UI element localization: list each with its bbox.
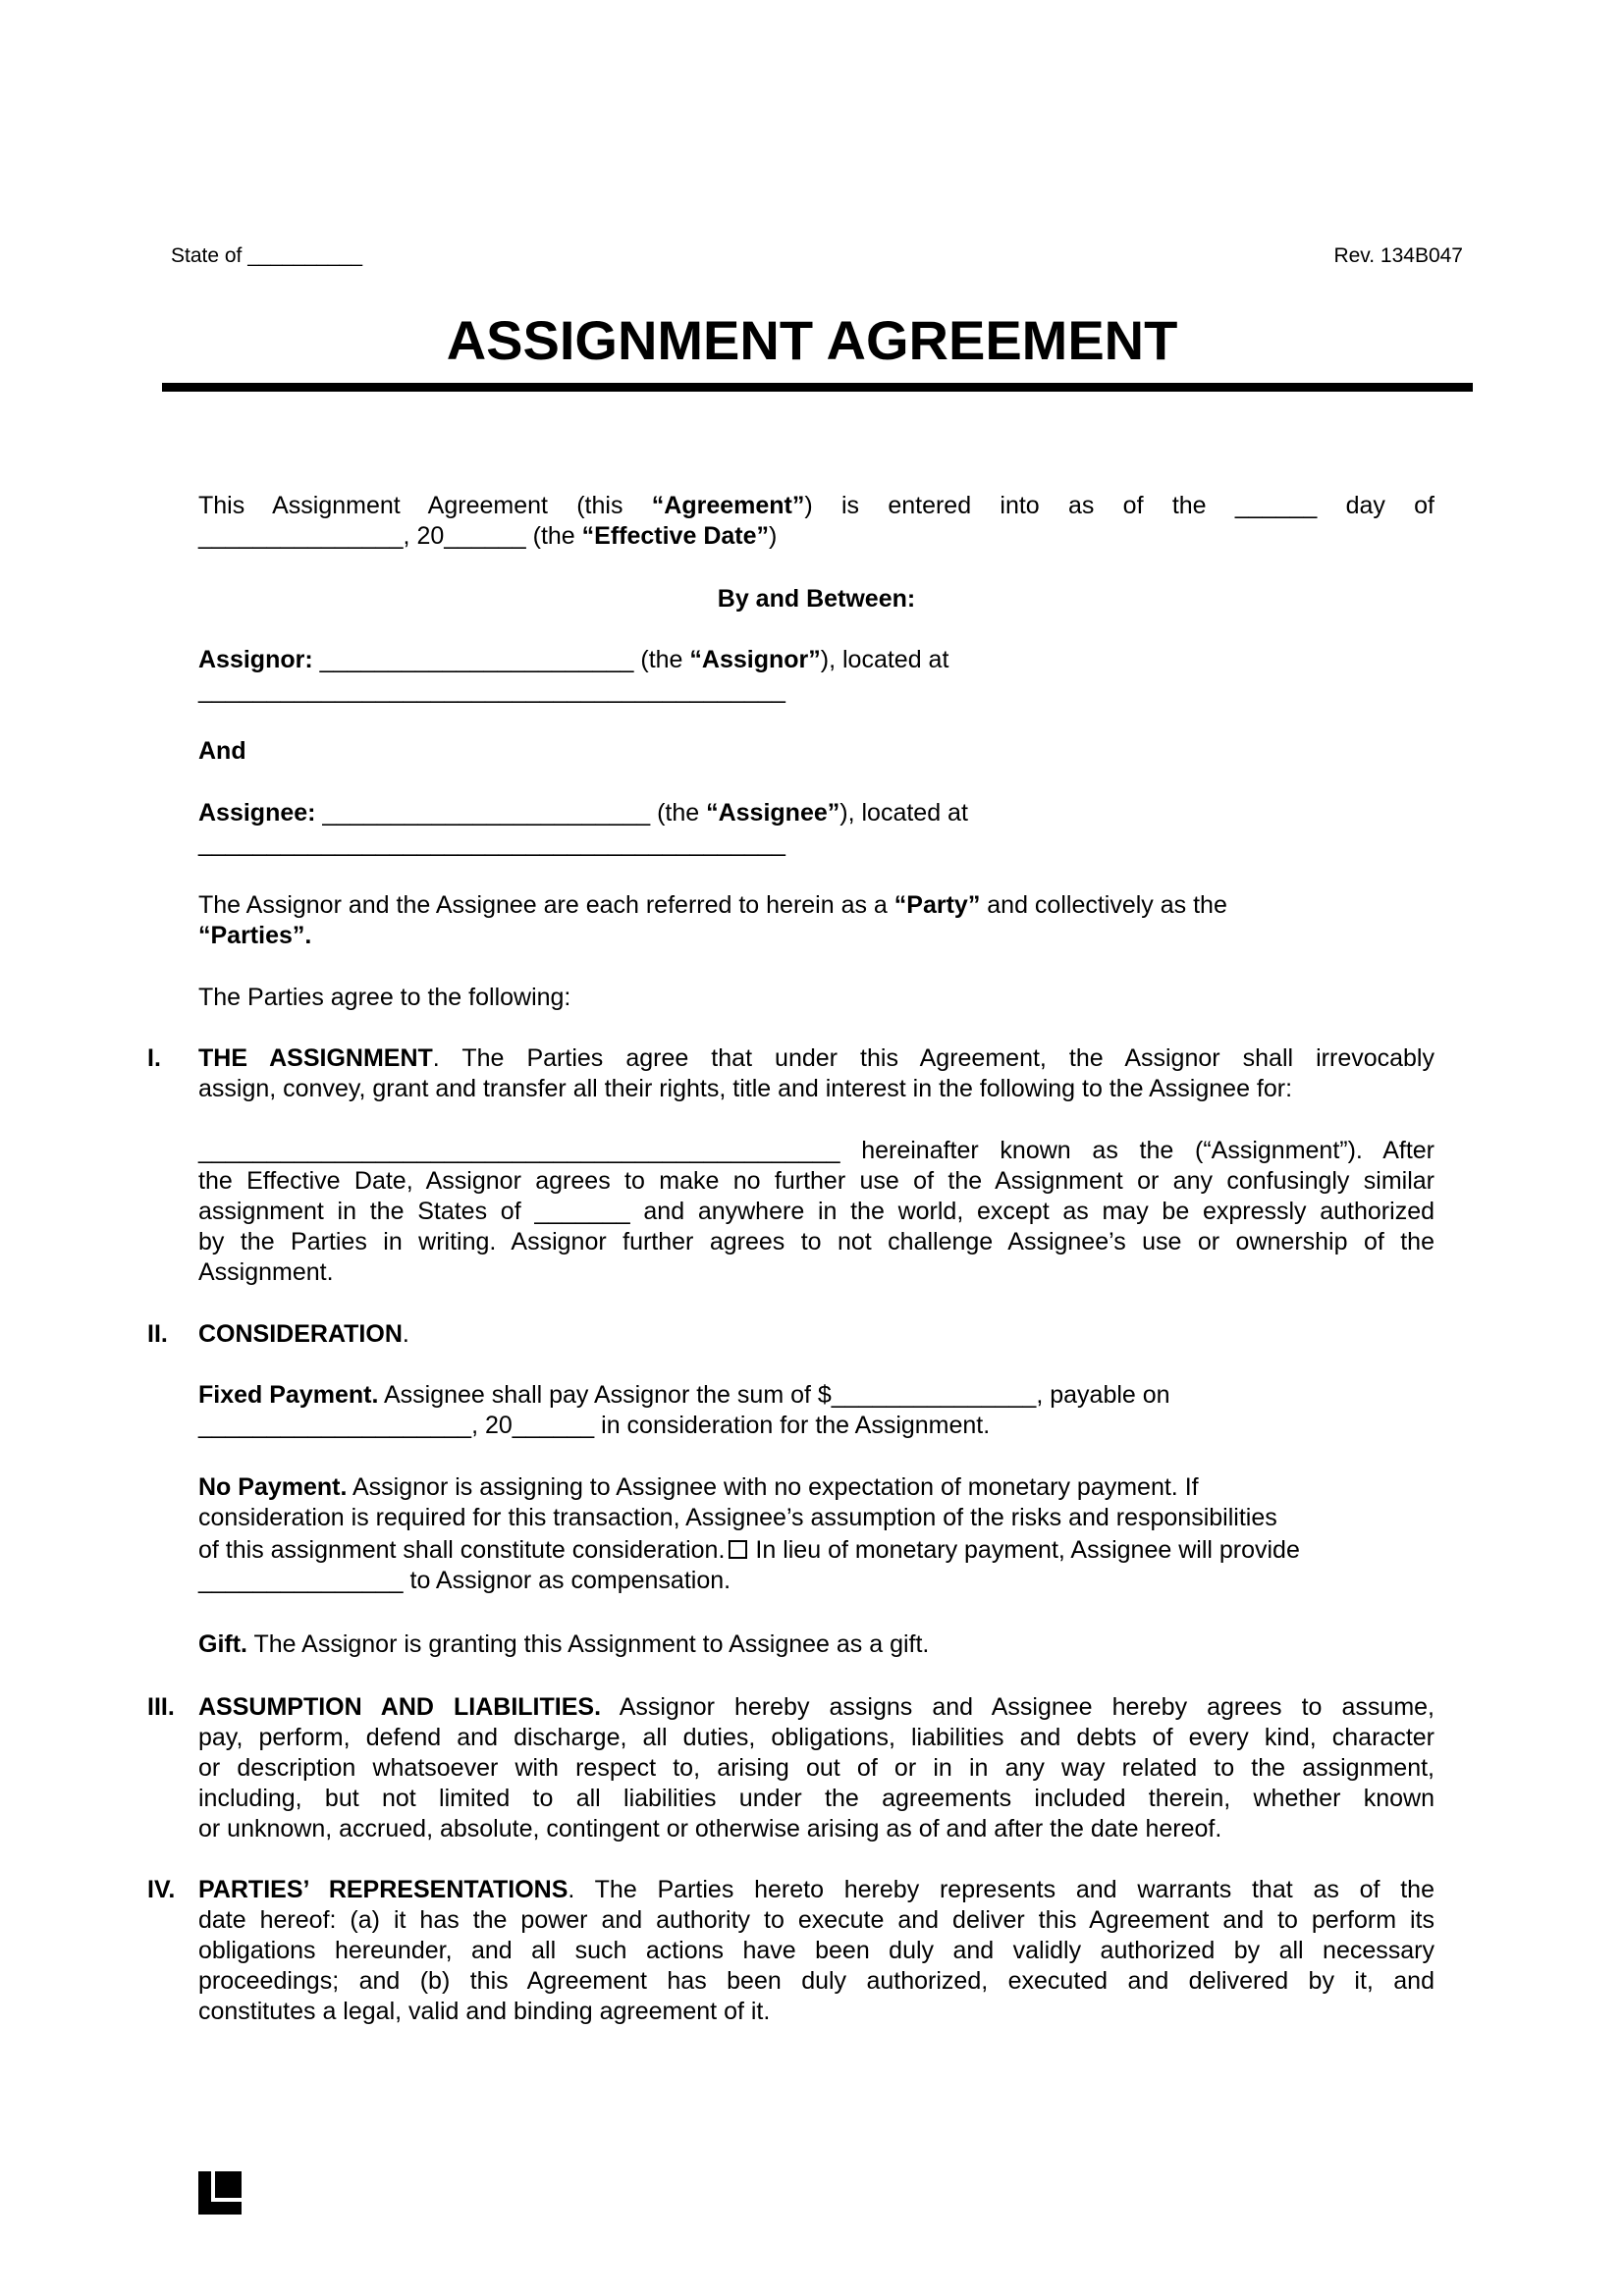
- no-payment-line: _______________ to Assignor as compensation.: [198, 1567, 731, 1594]
- section-1-line: Assignment.: [198, 1258, 334, 1286]
- revision-number: Rev. 134B047: [1333, 244, 1463, 267]
- section-3-paragraph: [198, 1692, 1435, 1844]
- section-3-line: or description whatsoever with respect to, arising out of or in in any way related to the assignment,: [198, 1754, 1435, 1782]
- state-of-field: State of __________: [171, 244, 363, 267]
- section-4-line: constitutes a legal, valid and binding agreement of it.: [198, 1998, 771, 2025]
- parties-line-1: The Assignor and the Assignee are each referred to herein as a “Party” and collectively as the: [198, 891, 1227, 919]
- section-3-line: including, but not limited to all liabilities under the agreements included therein, whether known: [198, 1785, 1435, 1812]
- section-4-line: proceedings; and (b) this Agreement has been duly authorized, executed and delivered by it, and: [198, 1967, 1435, 1995]
- section-1-line: by the Parties in writing. Assignor further agrees to not challenge Assignee’s use or ownership of the: [198, 1228, 1435, 1255]
- assignee-address-line: ___________________________________________: [198, 829, 785, 857]
- section-3-line: or unknown, accrued, absolute, contingent or otherwise arising as of and after the date hereof.: [198, 1815, 1222, 1842]
- no-payment-line: of this assignment shall constitute consideration. In lieu of monetary payment, Assignee will provide: [198, 1536, 1300, 1564]
- section-4-number: IV.: [147, 1876, 176, 1903]
- section-1-line: the Effective Date, Assignor agrees to make no further use of the Assignment or any confusingly similar: [198, 1167, 1435, 1195]
- section-3-number: III.: [147, 1693, 175, 1721]
- document-title: ASSIGNMENT AGREEMENT: [446, 309, 1178, 371]
- assignor-block: [198, 645, 1435, 706]
- assignor-line: Assignor: _______________________ (the “Assignor”), located at: [198, 646, 949, 673]
- fixed-payment-line: ____________________, 20______ in consideration for the Assignment.: [198, 1412, 991, 1439]
- assignee-line: Assignee: ________________________ (the “Assignee”), located at: [198, 799, 968, 827]
- parties-definition: [198, 890, 1435, 951]
- section-1-line: assign, convey, grant and transfer all their rights, title and interest in the following to the Assignee for:: [198, 1075, 1293, 1102]
- parties-line-2: “Parties”.: [198, 922, 312, 949]
- in-lieu-checkbox[interactable]: [729, 1540, 747, 1559]
- section-1-line: assignment in the States of _______ and anywhere in the world, except as may be expressly authorized: [198, 1198, 1435, 1225]
- agree-line: The Parties agree to the following:: [198, 984, 571, 1011]
- no-payment-option: [198, 1472, 1435, 1596]
- section-4-line: PARTIES’ REPRESENTATIONS. The Parties hereto hereby represents and warrants that as of the: [198, 1876, 1435, 1903]
- assignor-address-line: ___________________________________________: [198, 676, 785, 704]
- no-payment-line: No Payment. Assignor is assigning to Assignee with no expectation of monetary payment. If: [198, 1473, 1199, 1501]
- intro-paragraph: [198, 491, 1435, 552]
- section-2-heading: CONSIDERATION.: [198, 1320, 409, 1348]
- assignee-block: [198, 798, 1435, 859]
- section-3-line: ASSUMPTION AND LIABILITIES. Assignor hereby assigns and Assignee hereby agrees to assume,: [198, 1693, 1435, 1721]
- fixed-payment-line: Fixed Payment. Assignee shall pay Assignor the sum of $_______________, payable on: [198, 1381, 1170, 1409]
- by-and-between-heading: By and Between:: [717, 585, 916, 613]
- section-1-number: I.: [147, 1044, 161, 1072]
- legal-templates-logo-icon: [198, 2171, 242, 2215]
- section-4-line: obligations hereunder, and all such actions have been duly and validly authorized by all necessary: [198, 1937, 1435, 1964]
- intro-line-1: This Assignment Agreement (this “Agreement”) is entered into as of the ______ day of: [198, 492, 1435, 519]
- fixed-payment-option: [198, 1380, 1435, 1441]
- section-1-paragraph: [198, 1043, 1435, 1104]
- section-1-assignment-paragraph: [198, 1136, 1435, 1288]
- section-3-line: pay, perform, defend and discharge, all duties, obligations, liabilities and debts of every kind, character: [198, 1724, 1435, 1751]
- and-label: And: [198, 737, 246, 765]
- intro-line-2: _______________, 20______ (the “Effective Date”): [198, 522, 778, 550]
- section-4-line: date hereof: (a) it has the power and authority to execute and deliver this Agreement and to perform its: [198, 1906, 1435, 1934]
- gift-option: Gift. The Assignor is granting this Assignment to Assignee as a gift.: [198, 1630, 930, 1658]
- section-1-line: THE ASSIGNMENT. The Parties agree that under this Agreement, the Assignor shall irrevocably: [198, 1044, 1435, 1072]
- title-divider: [162, 383, 1473, 392]
- section-4-paragraph: [198, 1875, 1435, 2027]
- section-1-line: _______________________________________________ hereinafter known as the (“Assignment”). After: [198, 1137, 1435, 1164]
- section-2-number: II.: [147, 1320, 168, 1348]
- no-payment-line: consideration is required for this transaction, Assignee’s assumption of the risks and responsibilities: [198, 1504, 1277, 1531]
